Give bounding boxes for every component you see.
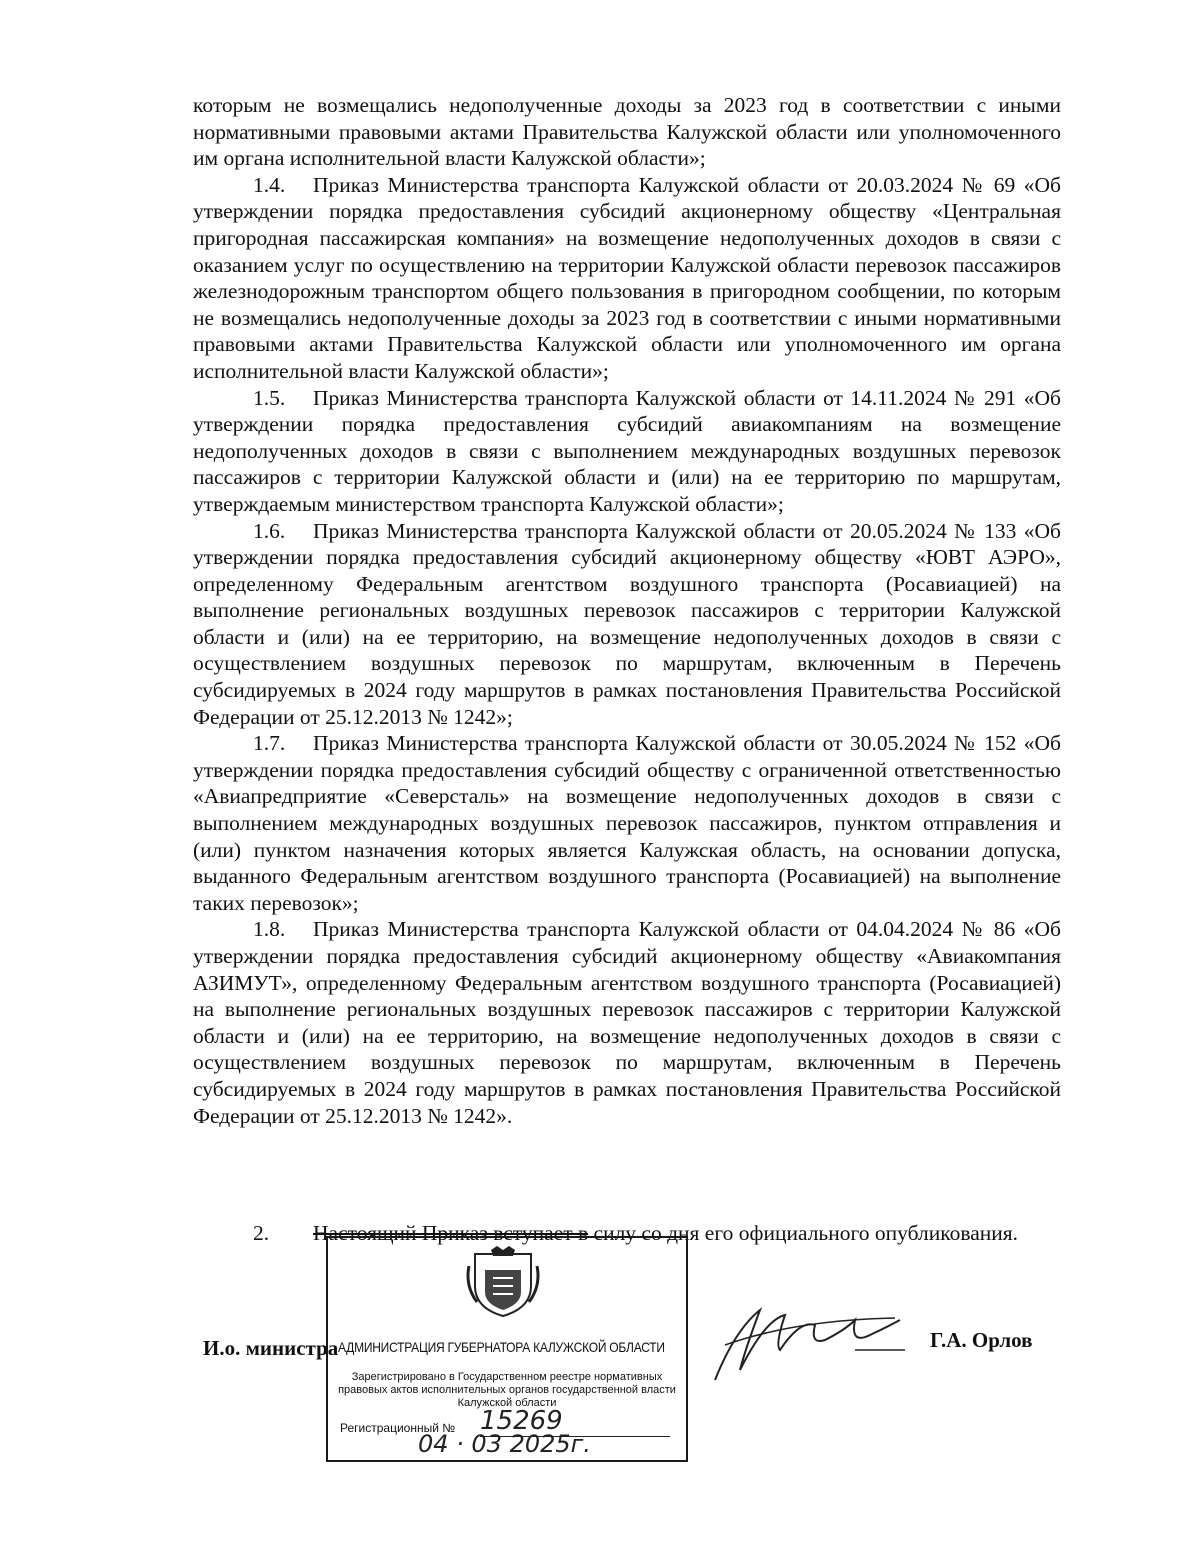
final-number: 2. bbox=[253, 1221, 270, 1245]
final-rest-text: силу со дня его официального опубликования. bbox=[588, 1221, 1019, 1245]
list-item bbox=[193, 916, 1061, 1129]
signatory-name: Г.А. Орлов bbox=[930, 1328, 1033, 1352]
list-item bbox=[193, 730, 1061, 916]
item-number: 1.5. bbox=[253, 385, 286, 410]
item-number: 1.7. bbox=[253, 731, 286, 756]
item-text: Приказ Министерства транспорта Калужской области от 20.03.2024 № 69 «Об утверждении порядка предоставления субсидий акционерному обществу «Центральная пригородная пассажирская компания» на возмещение недополученных доходов в связи с оказанием услуг по осуществлению на территории Калужской области перевозок пассажиров железнодорожным транспортом общего пользования в пригородном сообщении, по которым не возмещались недополученные доходы за 2023 год в соответствии с иными нормативными правовыми актами Правительства Калужской области или уполномоченного им органа исполнительной власти Калужской области»; bbox=[193, 172, 1061, 383]
item-number: 1.4. bbox=[253, 172, 286, 197]
handwritten-signature bbox=[705, 1290, 905, 1390]
list-item bbox=[193, 385, 1061, 518]
final-struck-text: Настоящий Приказ вступает в bbox=[313, 1221, 589, 1245]
item-text: Приказ Министерства транспорта Калужской области от 04.04.2024 № 86 «Об утверждении порядка предоставления субсидий акционерному обществу «Авиакомпания АЗИМУТ», определенному Федеральным агентством воздушного транспорта (Росавиацией) на выполнение региональных воздушных перевозок пассажиров с территории Калужской области и (или) на ее территорию, на возмещение недополученных доходов в связи с осуществлением воздушных перевозок по маршрутам, включенным в Перечень субсидируемых в 2024 году маршрутов в рамках постановления Правительства Российской Федерации от 25.12.2013 № 1242». bbox=[193, 917, 1061, 1128]
stamp-line-2: правовых актов исполнительных органов государственной власти bbox=[338, 1384, 676, 1396]
item-number: 1.6. bbox=[253, 518, 286, 543]
stamp-reg-label: Регистрационный № bbox=[340, 1421, 456, 1435]
intro-paragraph: которым не возмещались недополученные доходы за 2023 год в соответствии с иными нормативными правовыми актами Правительства Калужской области или уполномоченного им органа исполнительной власти Калужской области»; bbox=[193, 93, 1061, 171]
list-item bbox=[193, 172, 1061, 385]
signatory-role: И.о. министра bbox=[203, 1336, 339, 1360]
stamp-line-1: Зарегистрировано в Государственном реестре нормативных bbox=[351, 1371, 663, 1383]
stamp-line-3: Калужской области bbox=[457, 1397, 557, 1409]
stamp-date: 04 · 03 2025г. bbox=[418, 1430, 591, 1458]
stamp-title: АДМИНИСТРАЦИЯ ГУБЕРНАТОРА КАЛУЖСКОЙ ОБЛАСТИ bbox=[338, 1339, 665, 1355]
coat-of-arms-icon bbox=[463, 1246, 543, 1318]
list-item bbox=[193, 518, 1061, 731]
stamp-text bbox=[336, 1371, 678, 1410]
item-text: Приказ Министерства транспорта Калужской области от 20.05.2024 № 133 «Об утверждении порядка предоставления субсидий акционерному обществу «ЮВТ АЭРО», определенному Федеральным агентством воздушного транспорта (Росавиацией) на выполнение региональных воздушных перевозок пассажиров с территории Калужской области и (или) на ее территорию, на возмещение недополученных доходов в связи с осуществлением воздушных перевозок по маршрутам, включенным в Перечень субсидируемых в 2024 году маршрутов в рамках постановления Правительства Российской Федерации от 25.12.2013 № 1242»; bbox=[193, 518, 1061, 729]
registration-stamp bbox=[326, 1236, 688, 1462]
item-text: Приказ Министерства транспорта Калужской области от 14.11.2024 № 291 «Об утверждении порядка предоставления субсидий авиакомпаниям на возмещение недополученных доходов в связи с выполнением международных воздушных перевозок пассажиров с территории Калужской области и (или) на ее территорию по маршрутам, утверждаемым министерством транспорта Калужской области»; bbox=[193, 385, 1061, 516]
document-body bbox=[193, 92, 1061, 1129]
item-text: Приказ Министерства транспорта Калужской области от 30.05.2024 № 152 «Об утверждении порядка предоставления субсидий обществу с ограниченной ответственностью «Авиапредприятие «Северсталь» на возмещение недополученных доходов в связи с выполнением международных воздушных перевозок пассажиров, пунктом отправления и (или) пунктом назначения которых является Калужская область, на основании допуска, выданного Федеральным агентством воздушного транспорта (Росавиацией) на выполнение таких перевозок»; bbox=[193, 731, 1061, 915]
stamp-reg-number: 15269 bbox=[480, 1406, 670, 1437]
items-list bbox=[193, 172, 1061, 1129]
item-number: 1.8. bbox=[253, 917, 286, 942]
